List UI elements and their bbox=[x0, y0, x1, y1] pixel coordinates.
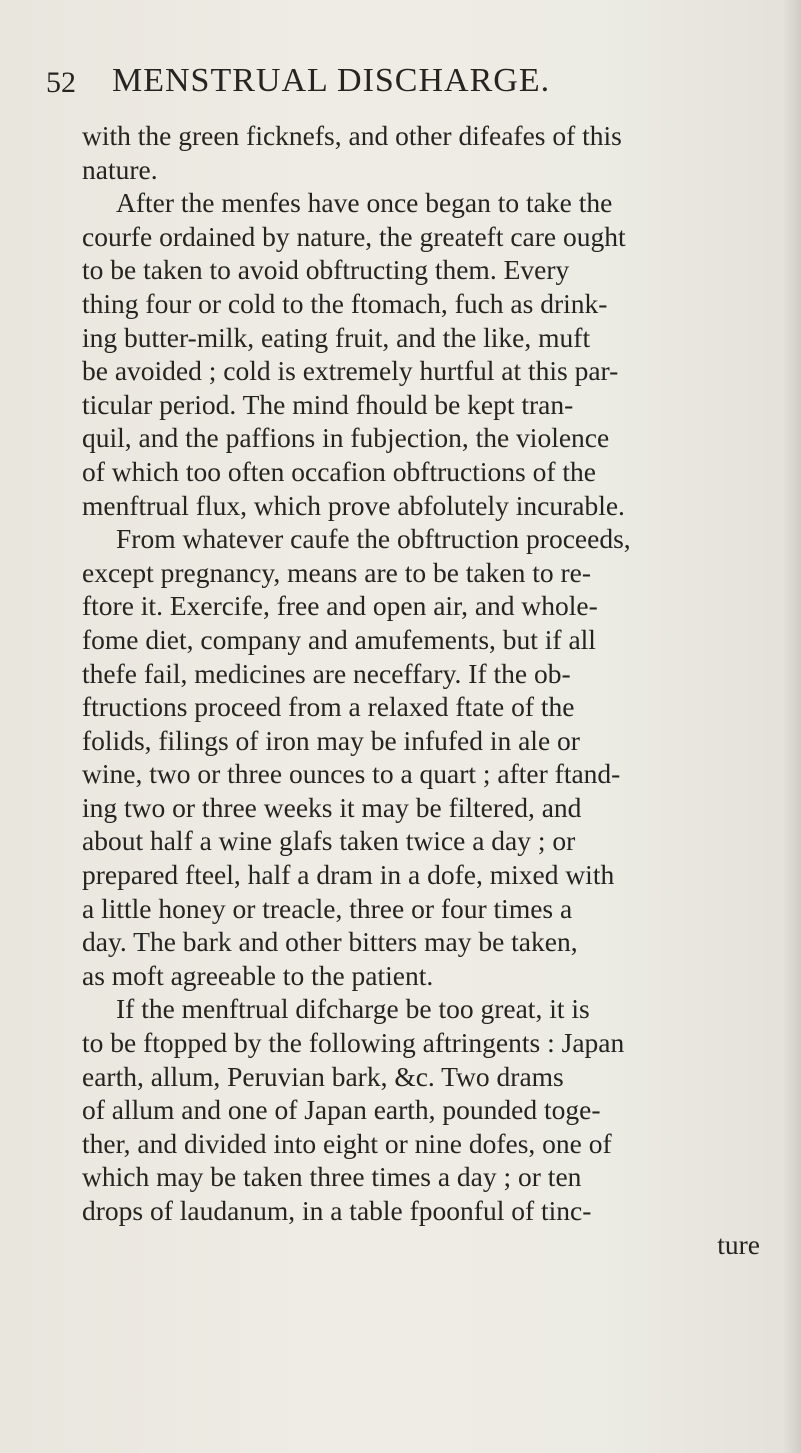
text-line: quil, and the paffions in fubjection, the violence bbox=[82, 422, 610, 454]
text-line: earth, allum, Peruvian bark, &c. Two drams bbox=[82, 1060, 564, 1092]
text-line: drops of laudanum, in a table fpoonful of tinc- bbox=[82, 1195, 592, 1226]
text-line: about half a wine glafs taken twice a day ; or bbox=[82, 825, 576, 857]
text-line: ther, and divided into eight or nine dofes, one of bbox=[82, 1127, 612, 1159]
text-line: ftructions proceed from a relaxed ftate of the bbox=[82, 691, 575, 723]
running-head: MENSTRUAL DISCHARGE. bbox=[112, 62, 551, 99]
text-line: menftrual flux, which prove abfolutely incurable. bbox=[82, 489, 625, 521]
text-line: of which too often occafion obftructions of the bbox=[82, 455, 596, 487]
body-text bbox=[82, 119, 772, 1261]
text-line: fome diet, company and amufements, but if all bbox=[82, 623, 596, 655]
text-line: a little honey or treacle, three or four times a bbox=[82, 892, 573, 924]
text-line: to be ftopped by the following aftringents : Japan bbox=[82, 1027, 625, 1059]
page-header bbox=[46, 62, 766, 106]
page-number: 52 bbox=[46, 66, 76, 99]
text-line: ing two or three weeks it may be filtered, and bbox=[82, 791, 582, 823]
text-line: If the menftrual difcharge be too great, it is bbox=[116, 993, 590, 1025]
text-line: ing butter-milk, eating fruit, and the like, muft bbox=[82, 321, 591, 353]
text-line: nature. bbox=[82, 153, 158, 185]
text-line: ftore it. Exercife, free and open air, and whole- bbox=[82, 590, 598, 622]
text-line: as moft agreeable to the patient. bbox=[82, 959, 434, 991]
text-line: day. The bark and other bitters may be taken, bbox=[82, 926, 578, 958]
text-line: thing four or cold to the ftomach, fuch as drink- bbox=[82, 287, 608, 319]
text-line: From whatever caufe the obftruction proceeds, bbox=[116, 523, 631, 555]
text-line: prepared fteel, half a dram in a dofe, mixed with bbox=[82, 859, 615, 891]
text-line: ticular period. The mind fhould be kept tran- bbox=[82, 388, 574, 420]
text-line: After the menfes have once began to take the bbox=[116, 187, 613, 219]
text-line: be avoided ; cold is extremely hurtful at this par- bbox=[82, 355, 619, 387]
text-line: of allum and one of Japan earth, pounded toge- bbox=[82, 1094, 601, 1126]
page-edge-shadow bbox=[783, 0, 801, 1453]
catchword: ture bbox=[717, 1228, 760, 1260]
text-line: thefe fail, medicines are neceffary. If the ob- bbox=[82, 657, 571, 689]
text-line: folids, filings of iron may be infufed in ale or bbox=[82, 724, 580, 756]
text-line: wine, two or three ounces to a quart ; after ftand- bbox=[82, 758, 621, 790]
text-line: with the green ficknefs, and other difeafes of this bbox=[82, 120, 622, 151]
text-line: except pregnancy, means are to be taken to re- bbox=[82, 556, 592, 588]
text-line: which may be taken three times a day ; or ten bbox=[82, 1161, 582, 1193]
text-line: courfe ordained by nature, the greateft care ought bbox=[82, 220, 626, 252]
text-line: to be taken to avoid obftructing them. Every bbox=[82, 254, 570, 286]
